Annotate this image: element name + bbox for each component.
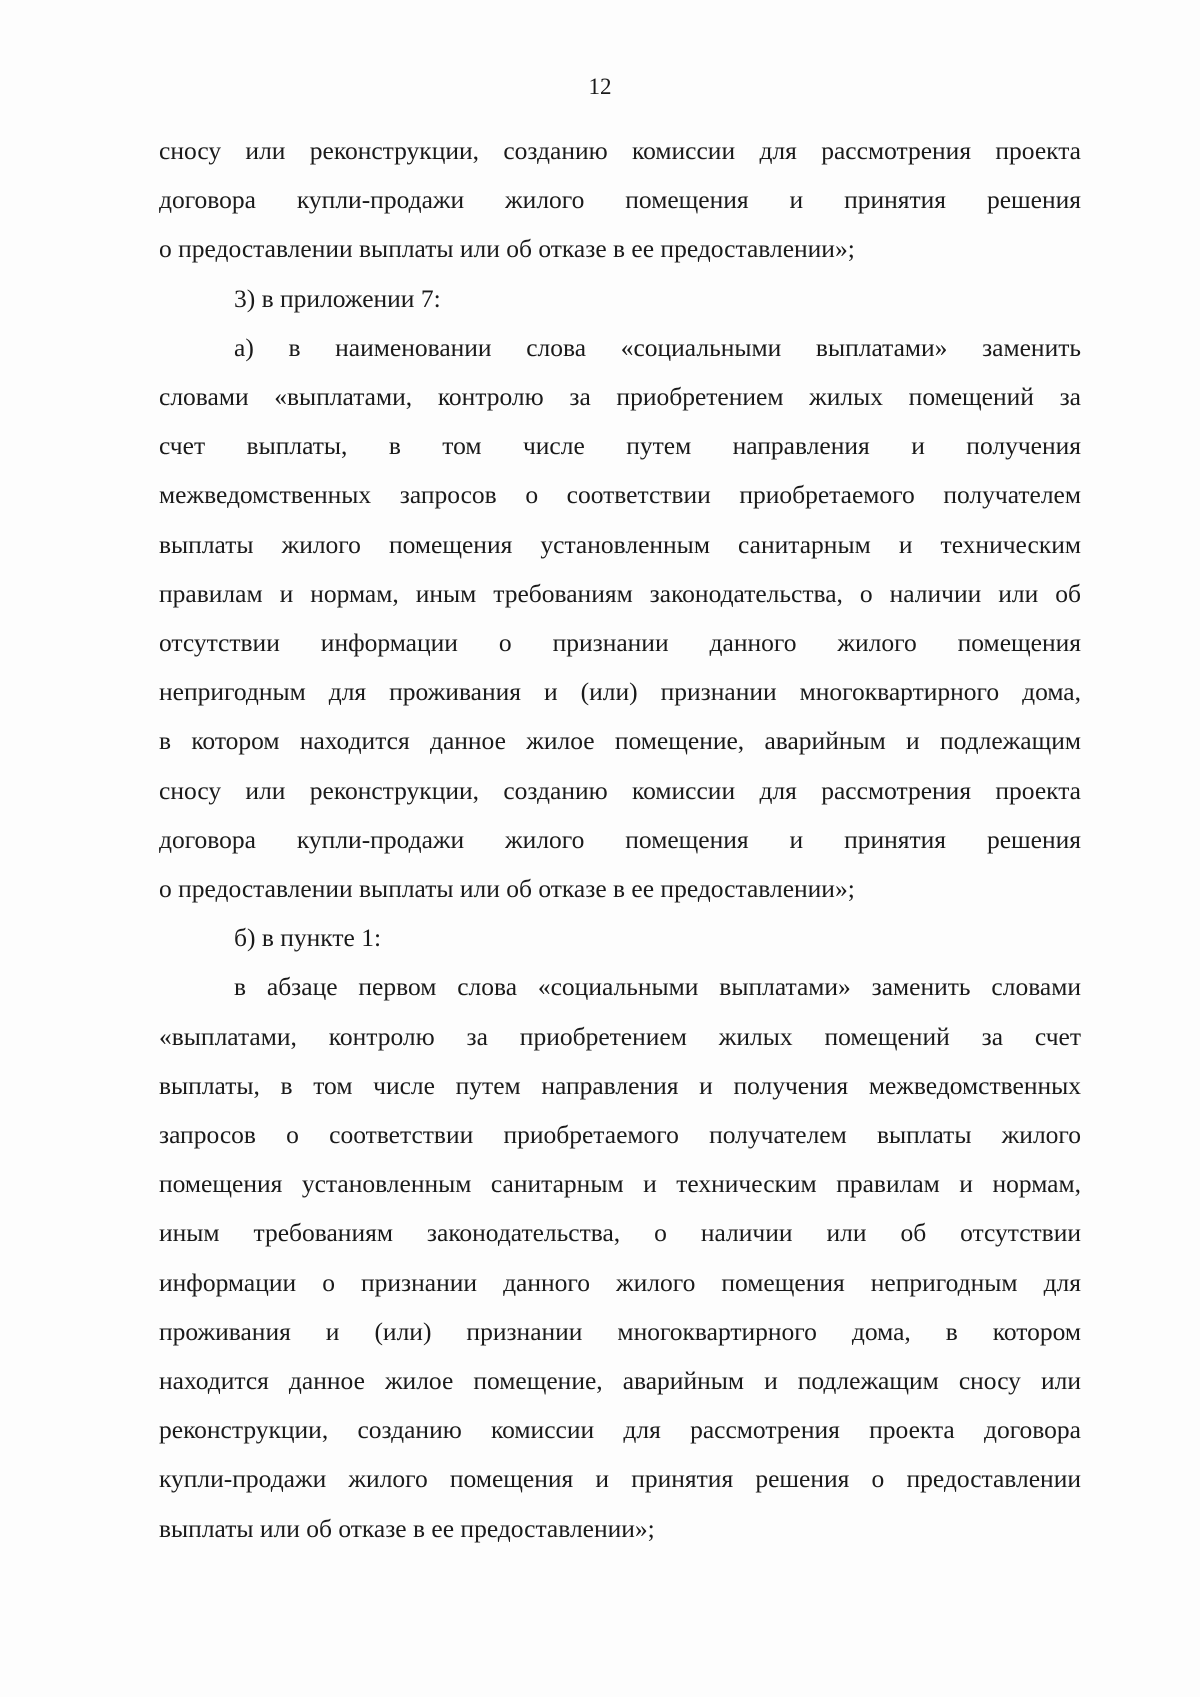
document-body [159,126,1081,1553]
text-line: непригодным для проживания и (или) признании многоквартирного дома, [159,677,1081,707]
paragraph-item-3 [159,274,1081,323]
text-line: о предоставлении выплаты или об отказе в ее предоставлении»; [159,874,855,904]
page-number: 12 [588,74,612,99]
text-line: 3) в приложении 7: [234,283,441,313]
paragraph-continuation [159,126,1081,274]
text-line: отсутствии информации о признании данного жилого помещения [159,628,1081,658]
text-line: проживания и (или) признании многоквартирного дома, в котором [159,1316,1081,1346]
text-line: б) в пункте 1: [234,923,382,953]
text-line: выплаты, в том числе путем направления и получения межведомственных [159,1070,1081,1100]
text-line: в абзаце первом слова «социальными выплатами» заменить словами [234,972,1081,1002]
text-line: межведомственных запросов о соответствии приобретаемого получателем [159,480,1081,510]
text-line: договора купли-продажи жилого помещения и принятия решения [159,824,1081,854]
text-line: «выплатами, контролю за приобретением жилых помещений за счет [159,1021,1081,1051]
paragraph-subitem-a [159,323,1081,913]
paragraph-subitem-b [159,913,1081,962]
text-line: а) в наименовании слова «социальными выплатами» заменить [234,332,1081,362]
text-line: договора купли-продажи жилого помещения и принятия решения [159,185,1081,215]
text-line: купли-продажи жилого помещения и принятия решения о предоставлении [159,1464,1081,1494]
text-line: правилам и нормам, иным требованиям законодательства, о наличии или об [159,578,1081,608]
text-line: запросов о соответствии приобретаемого получателем выплаты жилого [159,1120,1081,1150]
text-line: выплаты или об отказе в ее предоставлении»; [159,1513,655,1543]
text-line: сносу или реконструкции, созданию комиссии для рассмотрения проекта [159,775,1081,805]
text-line: о предоставлении выплаты или об отказе в ее предоставлении»; [159,234,855,264]
text-line: словами «выплатами, контролю за приобретением жилых помещений за [159,382,1081,412]
text-line: в котором находится данное жилое помещение, аварийным и подлежащим [159,726,1081,756]
text-line: счет выплаты, в том числе путем направления и получения [159,431,1081,461]
text-line: иным требованиям законодательства, о наличии или об отсутствии [159,1218,1081,1248]
text-line: находится данное жилое помещение, аварийным и подлежащим сносу или [159,1366,1081,1396]
text-line: помещения установленным санитарным и техническим правилам и нормам, [159,1169,1081,1199]
text-line: реконструкции, созданию комиссии для рассмотрения проекта договора [159,1415,1081,1445]
text-line: информации о признании данного жилого помещения непригодным для [159,1267,1081,1297]
paragraph-first-abzac [159,962,1081,1552]
text-line: выплаты жилого помещения установленным санитарным и техническим [159,529,1081,559]
text-line: сносу или реконструкции, созданию комиссии для рассмотрения проекта [159,136,1081,165]
